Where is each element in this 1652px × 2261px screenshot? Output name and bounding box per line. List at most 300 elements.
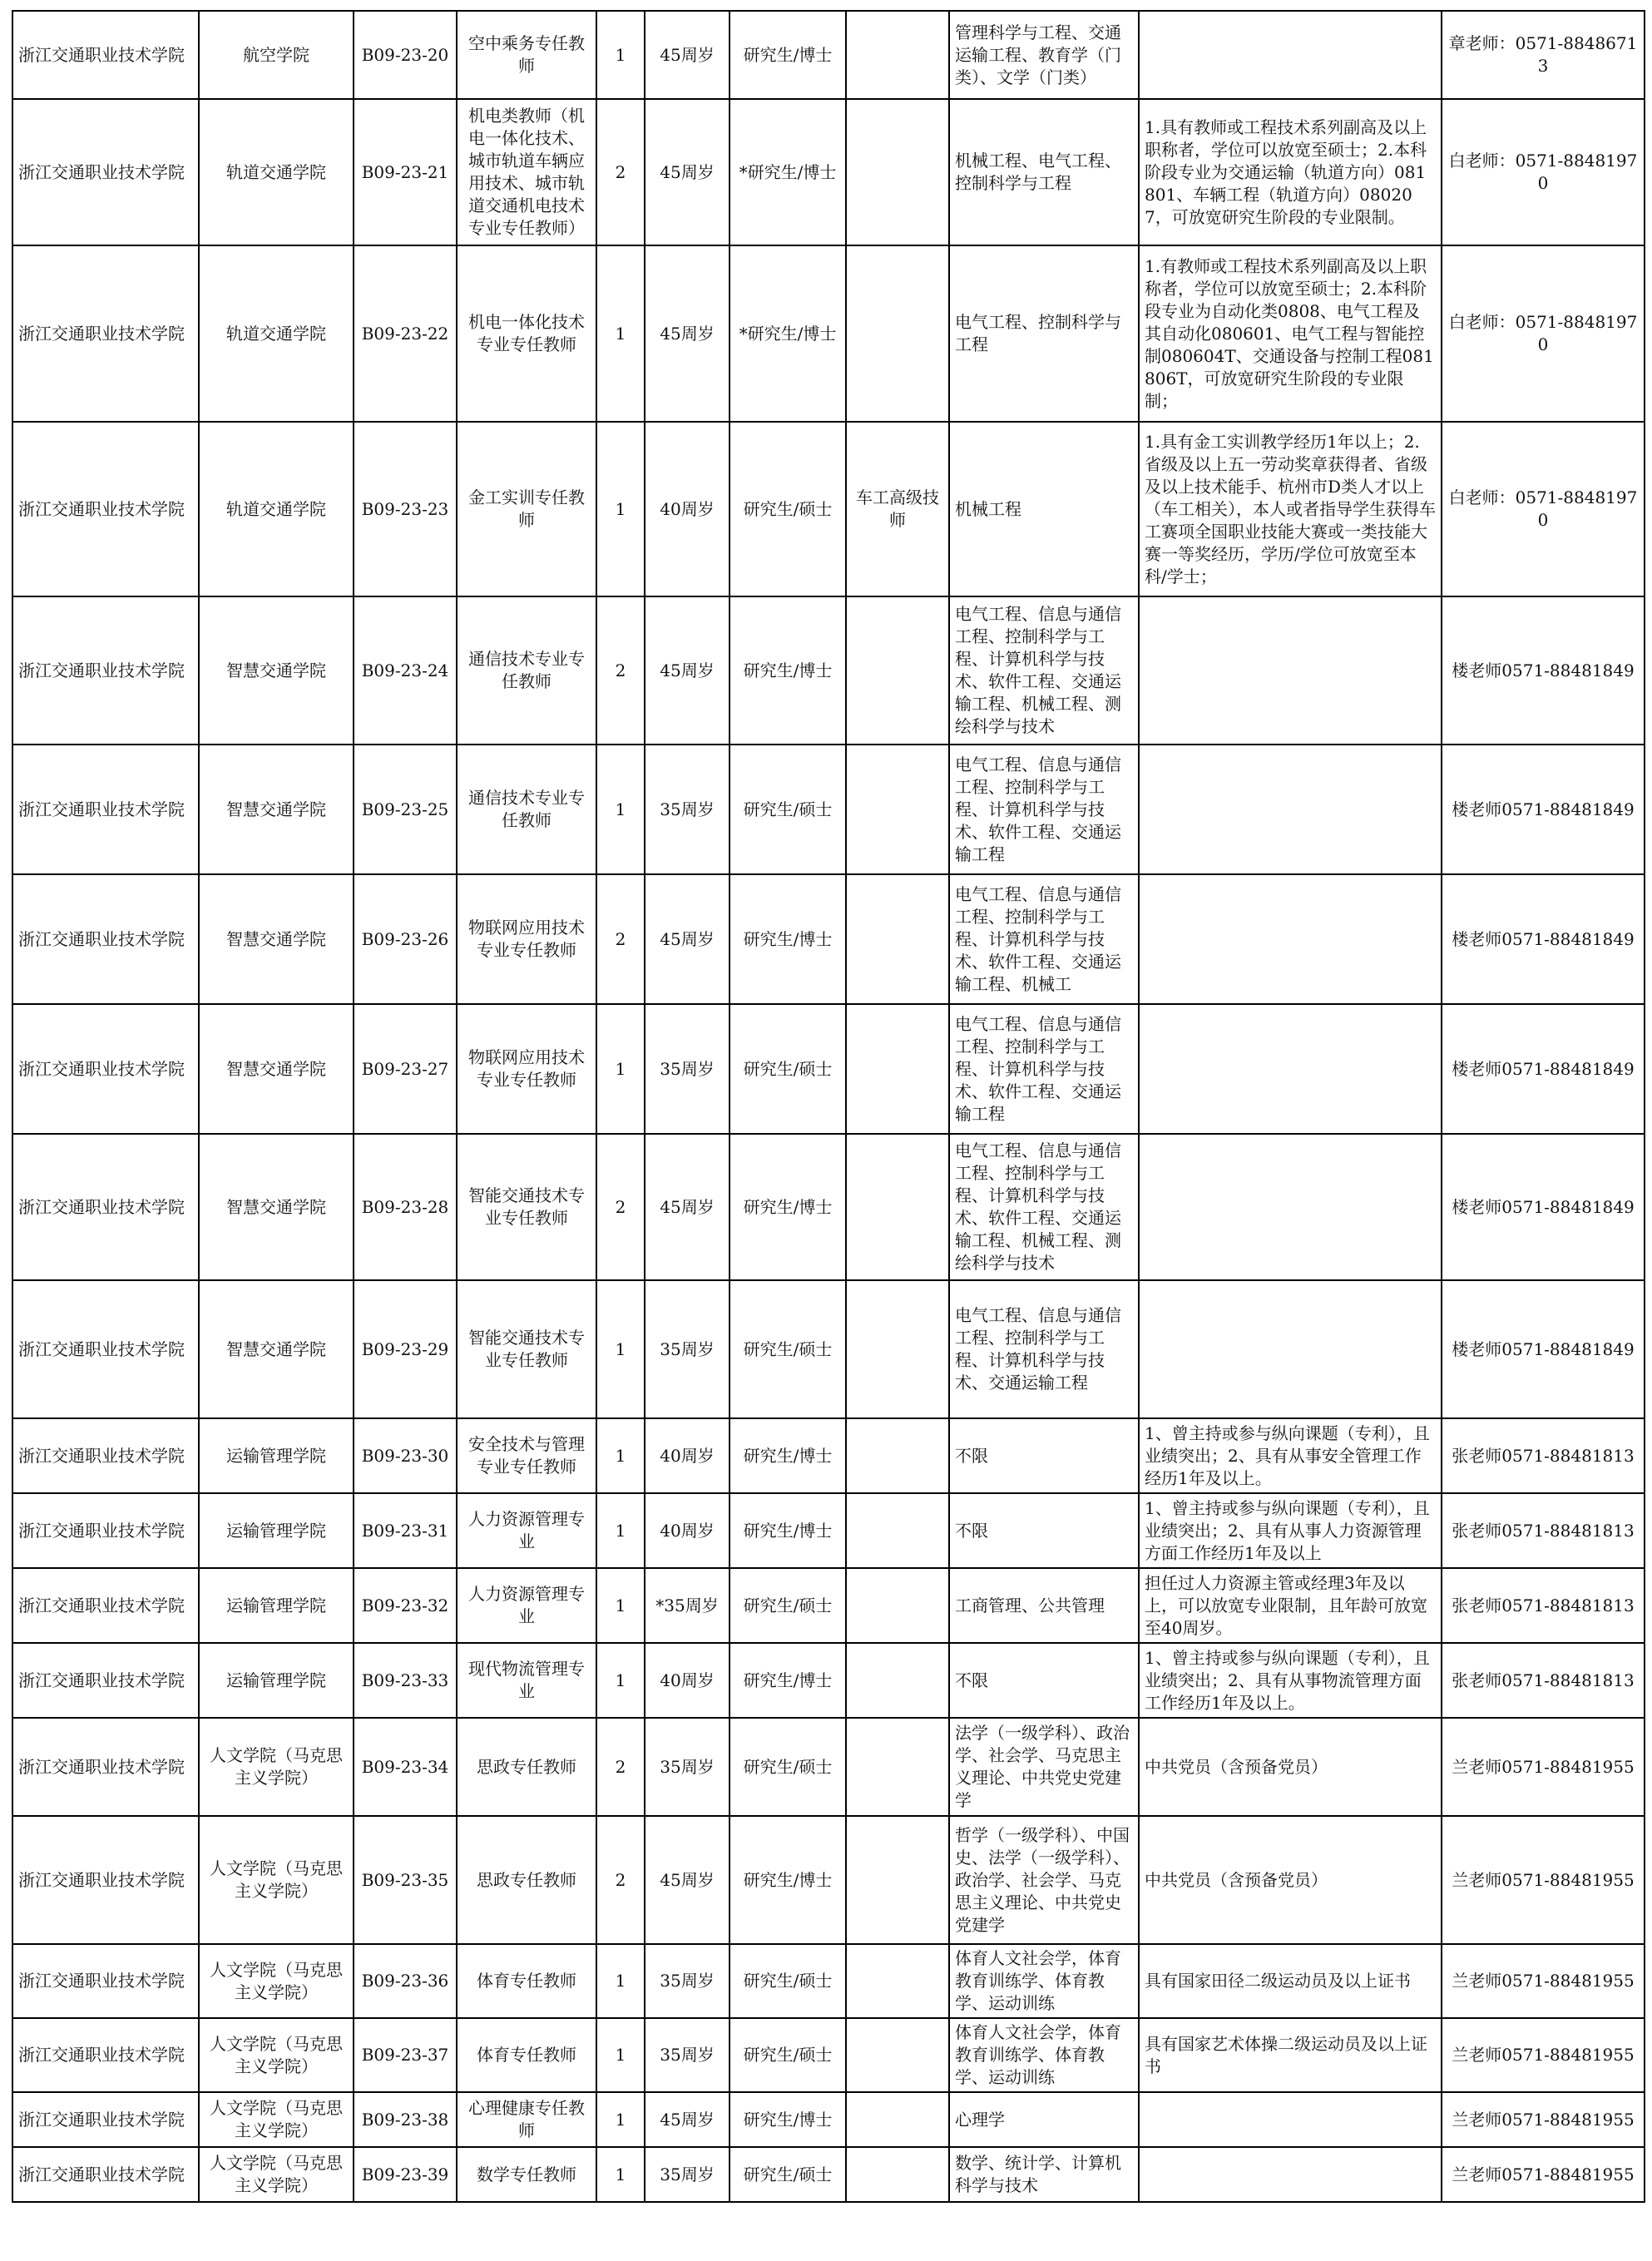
- education-cell: [730, 745, 846, 874]
- school-cell: [12, 1493, 199, 1568]
- school-cell-text: 浙江交通职业技术学院: [18, 1756, 185, 1777]
- age-limit-cell: [645, 874, 730, 1004]
- contact-cell: [1442, 1816, 1645, 1944]
- department-cell-text: 智慧交通学院: [226, 660, 326, 680]
- table-row: [12, 1280, 1645, 1418]
- headcount-cell: [596, 11, 645, 99]
- position-code-cell-text: B09-23-27: [361, 1058, 449, 1079]
- school-cell-text: 浙江交通职业技术学院: [18, 498, 185, 519]
- education-cell-text: 研究生/博士: [743, 660, 833, 680]
- position-code-cell: [354, 1568, 457, 1643]
- school-cell: [12, 422, 199, 596]
- school-cell: [12, 596, 199, 745]
- education-cell: [730, 1493, 846, 1568]
- position-code-cell: [354, 1004, 457, 1134]
- notes-cell: [1139, 1493, 1442, 1568]
- major-cell-text: 电气工程、信息与通信工程、控制科学与工程、计算机科学与技术、软件工程、交通运输工程、机械工: [955, 883, 1121, 994]
- headcount-cell-text: 2: [615, 1869, 626, 1890]
- department-cell: [199, 245, 354, 422]
- school-cell: [12, 745, 199, 874]
- position-code-cell: [354, 245, 457, 422]
- age-limit-cell-text: 40周岁: [660, 1445, 715, 1466]
- age-limit-cell: [645, 2092, 730, 2147]
- department-cell-text: 智慧交通学院: [226, 1196, 326, 1217]
- headcount-cell-text: 2: [615, 161, 626, 182]
- table-row: [12, 99, 1645, 245]
- age-limit-cell: [645, 1004, 730, 1134]
- major-cell-text: 机械工程: [955, 498, 1021, 519]
- position-name-cell-text: 心理健康专任教师: [468, 2098, 585, 2140]
- notes-cell: [1139, 1280, 1442, 1418]
- qualification-cell: [846, 2147, 949, 2202]
- position-code-cell-text: B09-23-33: [361, 1670, 449, 1690]
- age-limit-cell: [645, 99, 730, 245]
- position-name-cell: [457, 1816, 596, 1944]
- headcount-cell-text: 1: [615, 2109, 626, 2130]
- school-cell: [12, 1718, 199, 1816]
- education-cell-text: 研究生/博士: [743, 1869, 833, 1890]
- age-limit-cell: [645, 1568, 730, 1643]
- age-limit-cell-text: 35周岁: [660, 2164, 715, 2184]
- department-cell-text: 轨道交通学院: [226, 498, 326, 519]
- headcount-cell: [596, 1718, 645, 1816]
- contact-cell-text: 张老师0571-88481813: [1452, 1445, 1635, 1466]
- notes-cell: [1139, 2018, 1442, 2092]
- department-cell: [199, 1134, 354, 1280]
- education-cell-text: 研究生/博士: [743, 1196, 833, 1217]
- headcount-cell-text: 1: [615, 1971, 626, 1991]
- table-row: [12, 1816, 1645, 1944]
- department-cell: [199, 1493, 354, 1568]
- notes-cell-text: 担任过人力资源主管或经理3年及以上，可以放宽专业限制，且年龄可放宽至40周岁。: [1145, 1572, 1427, 1638]
- major-cell-text: 不限: [955, 1670, 988, 1690]
- position-code-cell: [354, 596, 457, 745]
- headcount-cell-text: 1: [615, 799, 626, 819]
- contact-cell: [1442, 245, 1645, 422]
- school-cell: [12, 1418, 199, 1493]
- school-cell-text: 浙江交通职业技术学院: [18, 928, 185, 949]
- major-cell: [949, 874, 1139, 1004]
- headcount-cell: [596, 1643, 645, 1718]
- education-cell-text: 研究生/硕士: [743, 1971, 833, 1991]
- position-code-cell-text: B09-23-20: [361, 44, 449, 65]
- notes-cell-text: 中共党员（含预备党员）: [1145, 1756, 1328, 1777]
- qualification-cell: [846, 2092, 949, 2147]
- notes-cell: [1139, 1816, 1442, 1944]
- table-body: [12, 11, 1645, 2202]
- major-cell: [949, 245, 1139, 422]
- department-cell-text: 智慧交通学院: [226, 799, 326, 819]
- table-row: [12, 1418, 1645, 1493]
- age-limit-cell-text: 45周岁: [660, 44, 715, 65]
- education-cell: [730, 1718, 846, 1816]
- major-cell: [949, 1643, 1139, 1718]
- headcount-cell-text: 1: [615, 323, 626, 344]
- table-row: [12, 245, 1645, 422]
- notes-cell: [1139, 745, 1442, 874]
- major-cell: [949, 11, 1139, 99]
- position-code-cell-text: B09-23-30: [361, 1445, 449, 1466]
- major-cell-text: 体育人文社会学，体育教育训练学、体育教学、运动训练: [955, 2022, 1121, 2087]
- age-limit-cell: [645, 422, 730, 596]
- position-code-cell-text: B09-23-35: [361, 1869, 449, 1890]
- headcount-cell: [596, 745, 645, 874]
- position-code-cell-text: B09-23-28: [361, 1196, 449, 1217]
- position-name-cell: [457, 1493, 596, 1568]
- notes-cell-text: 具有国家艺术体操二级运动员及以上证书: [1145, 2033, 1427, 2076]
- headcount-cell-text: 1: [615, 2164, 626, 2184]
- major-cell-text: 不限: [955, 1445, 988, 1466]
- qualification-cell: [846, 745, 949, 874]
- table-row: [12, 1568, 1645, 1643]
- school-cell-text: 浙江交通职业技术学院: [18, 1520, 185, 1541]
- major-cell: [949, 1280, 1139, 1418]
- position-code-cell-text: B09-23-37: [361, 2045, 449, 2065]
- age-limit-cell-text: 45周岁: [660, 1869, 715, 1890]
- school-cell-text: 浙江交通职业技术学院: [18, 2109, 185, 2130]
- notes-cell: [1139, 1643, 1442, 1718]
- education-cell: [730, 1004, 846, 1134]
- age-limit-cell-text: 40周岁: [660, 498, 715, 519]
- age-limit-cell: [645, 596, 730, 745]
- education-cell-text: 研究生/硕士: [743, 2045, 833, 2065]
- contact-cell-text: 楼老师0571-88481849: [1452, 928, 1635, 949]
- major-cell-text: 哲学（一级学科）、中国史、法学（一级学科）、政治学、社会学、马克思主义理论、中共党史党建学: [955, 1824, 1130, 1935]
- position-code-cell-text: B09-23-32: [361, 1595, 449, 1615]
- headcount-cell: [596, 2018, 645, 2092]
- recruitment-table: [12, 10, 1645, 2203]
- contact-cell: [1442, 1004, 1645, 1134]
- department-cell: [199, 1418, 354, 1493]
- qualification-cell: [846, 1280, 949, 1418]
- department-cell: [199, 99, 354, 245]
- qualification-cell: [846, 99, 949, 245]
- major-cell-text: 电气工程、信息与通信工程、控制科学与工程、计算机科学与技术、交通运输工程: [955, 1305, 1121, 1393]
- position-name-cell-text: 智能交通技术专业专任教师: [468, 1328, 585, 1370]
- position-name-cell: [457, 2147, 596, 2202]
- age-limit-cell: [645, 2147, 730, 2202]
- headcount-cell: [596, 1134, 645, 1280]
- school-cell: [12, 874, 199, 1004]
- table-row: [12, 1134, 1645, 1280]
- headcount-cell-text: 1: [615, 1058, 626, 1079]
- notes-cell: [1139, 1134, 1442, 1280]
- education-cell-text: *研究生/博士: [739, 161, 837, 182]
- major-cell: [949, 1944, 1139, 2018]
- major-cell: [949, 1718, 1139, 1816]
- education-cell-text: 研究生/博士: [743, 1670, 833, 1690]
- contact-cell-text: 兰老师0571-88481955: [1452, 1971, 1635, 1991]
- age-limit-cell-text: 45周岁: [660, 928, 715, 949]
- headcount-cell-text: 1: [615, 1338, 626, 1359]
- table-row: [12, 2018, 1645, 2092]
- age-limit-cell-text: 45周岁: [660, 660, 715, 680]
- department-cell: [199, 1280, 354, 1418]
- contact-cell: [1442, 2018, 1645, 2092]
- position-name-cell: [457, 1568, 596, 1643]
- major-cell: [949, 1418, 1139, 1493]
- contact-cell: [1442, 1643, 1645, 1718]
- department-cell-text: 运输管理学院: [226, 1520, 326, 1541]
- major-cell-text: 机械工程、电气工程、控制科学与工程: [955, 151, 1121, 193]
- school-cell-text: 浙江交通职业技术学院: [18, 161, 185, 182]
- education-cell-text: 研究生/硕士: [743, 1058, 833, 1079]
- education-cell: [730, 1944, 846, 2018]
- headcount-cell-text: 2: [615, 928, 626, 949]
- notes-cell-text: 1、曾主持或参与纵向课题（专利），且业绩突出；2、具有从事人力资源管理方面工作经历1年及以上: [1145, 1497, 1430, 1563]
- school-cell-text: 浙江交通职业技术学院: [18, 1971, 185, 1991]
- position-code-cell-text: B09-23-26: [361, 928, 449, 949]
- position-code-cell: [354, 2147, 457, 2202]
- age-limit-cell: [645, 1944, 730, 2018]
- headcount-cell-text: 1: [615, 1595, 626, 1615]
- school-cell: [12, 2018, 199, 2092]
- age-limit-cell-text: 45周岁: [660, 161, 715, 182]
- qualification-cell: [846, 11, 949, 99]
- qualification-cell: [846, 1004, 949, 1134]
- education-cell-text: 研究生/博士: [743, 928, 833, 949]
- contact-cell-text: 楼老师0571-88481849: [1452, 1196, 1635, 1217]
- department-cell-text: 人文学院（马克思主义学院）: [210, 2033, 343, 2076]
- school-cell-text: 浙江交通职业技术学院: [18, 660, 185, 680]
- notes-cell-text: 具有国家田径二级运动员及以上证书: [1145, 1971, 1411, 1991]
- school-cell: [12, 1134, 199, 1280]
- contact-cell: [1442, 745, 1645, 874]
- age-limit-cell: [645, 1280, 730, 1418]
- position-name-cell-text: 数学专任教师: [477, 2164, 576, 2184]
- department-cell-text: 人文学院（马克思主义学院）: [210, 1959, 343, 2002]
- school-cell: [12, 2147, 199, 2202]
- position-name-cell-text: 通信技术专业专任教师: [468, 649, 585, 691]
- position-name-cell-text: 机电类教师（机电一体化技术、城市轨道车辆应用技术、城市轨道交通机电技术专业专任教师）: [468, 106, 585, 238]
- education-cell-text: 研究生/硕士: [743, 1595, 833, 1615]
- department-cell: [199, 596, 354, 745]
- position-code-cell-text: B09-23-23: [361, 498, 449, 519]
- contact-cell: [1442, 1418, 1645, 1493]
- position-code-cell-text: B09-23-34: [361, 1756, 449, 1777]
- table-row: [12, 422, 1645, 596]
- position-code-cell: [354, 99, 457, 245]
- major-cell: [949, 1004, 1139, 1134]
- position-code-cell: [354, 1643, 457, 1718]
- position-name-cell-text: 体育专任教师: [477, 2045, 576, 2065]
- position-name-cell: [457, 422, 596, 596]
- contact-cell: [1442, 11, 1645, 99]
- school-cell: [12, 2092, 199, 2147]
- department-cell: [199, 2018, 354, 2092]
- qualification-cell: [846, 1643, 949, 1718]
- notes-cell: [1139, 1718, 1442, 1816]
- age-limit-cell: [645, 1493, 730, 1568]
- school-cell-text: 浙江交通职业技术学院: [18, 2164, 185, 2184]
- headcount-cell-text: 2: [615, 660, 626, 680]
- department-cell: [199, 1568, 354, 1643]
- headcount-cell-text: 2: [615, 1196, 626, 1217]
- position-name-cell-text: 智能交通技术专业专任教师: [468, 1185, 585, 1228]
- headcount-cell: [596, 1004, 645, 1134]
- qualification-cell: [846, 1718, 949, 1816]
- headcount-cell: [596, 245, 645, 422]
- contact-cell: [1442, 1718, 1645, 1816]
- age-limit-cell: [645, 1134, 730, 1280]
- notes-cell: [1139, 1418, 1442, 1493]
- department-cell-text: 轨道交通学院: [226, 323, 326, 344]
- qualification-cell: [846, 1944, 949, 2018]
- notes-cell-text: 中共党员（含预备党员）: [1145, 1869, 1328, 1890]
- headcount-cell: [596, 99, 645, 245]
- major-cell: [949, 2018, 1139, 2092]
- age-limit-cell-text: 35周岁: [660, 1058, 715, 1079]
- major-cell-text: 电气工程、信息与通信工程、控制科学与工程、计算机科学与技术、软件工程、交通运输工程: [955, 1013, 1121, 1124]
- position-name-cell-text: 通信技术专业专任教师: [468, 788, 585, 830]
- position-code-cell: [354, 2018, 457, 2092]
- department-cell: [199, 1643, 354, 1718]
- department-cell: [199, 2092, 354, 2147]
- contact-cell: [1442, 596, 1645, 745]
- position-name-cell: [457, 99, 596, 245]
- table-row: [12, 1718, 1645, 1816]
- position-name-cell: [457, 745, 596, 874]
- age-limit-cell: [645, 11, 730, 99]
- education-cell: [730, 99, 846, 245]
- major-cell-text: 数学、统计学、计算机科学与技术: [955, 2153, 1121, 2195]
- major-cell-text: 法学（一级学科）、政治学、社会学、马克思主义理论、中共党史党建学: [955, 1723, 1130, 1810]
- education-cell: [730, 11, 846, 99]
- notes-cell: [1139, 596, 1442, 745]
- contact-cell: [1442, 1134, 1645, 1280]
- department-cell-text: 人文学院（马克思主义学院）: [210, 1858, 343, 1901]
- position-code-cell-text: B09-23-38: [361, 2109, 449, 2130]
- headcount-cell: [596, 1816, 645, 1944]
- position-code-cell: [354, 1816, 457, 1944]
- headcount-cell-text: 1: [615, 1670, 626, 1690]
- headcount-cell-text: 2: [615, 1756, 626, 1777]
- school-cell: [12, 99, 199, 245]
- headcount-cell: [596, 1280, 645, 1418]
- major-cell: [949, 2092, 1139, 2147]
- age-limit-cell-text: 35周岁: [660, 1756, 715, 1777]
- department-cell: [199, 745, 354, 874]
- position-name-cell: [457, 1944, 596, 2018]
- education-cell: [730, 874, 846, 1004]
- position-name-cell-text: 安全技术与管理专业专任教师: [468, 1434, 585, 1477]
- position-code-cell-text: B09-23-31: [361, 1520, 449, 1541]
- table-row: [12, 2147, 1645, 2202]
- position-name-cell: [457, 2018, 596, 2092]
- major-cell-text: 电气工程、信息与通信工程、控制科学与工程、计算机科学与技术、软件工程、交通运输工程、机械工程、测绘科学与技术: [955, 1140, 1121, 1273]
- school-cell-text: 浙江交通职业技术学院: [18, 799, 185, 819]
- age-limit-cell-text: 35周岁: [660, 1971, 715, 1991]
- age-limit-cell: [645, 1643, 730, 1718]
- major-cell-text: 工商管理、公共管理: [955, 1595, 1105, 1615]
- position-name-cell: [457, 2092, 596, 2147]
- major-cell: [949, 2147, 1139, 2202]
- position-name-cell-text: 机电一体化技术专业专任教师: [468, 312, 585, 354]
- position-name-cell-text: 物联网应用技术专业专任教师: [468, 918, 585, 960]
- major-cell-text: 电气工程、信息与通信工程、控制科学与工程、计算机科学与技术、软件工程、交通运输工程、机械工程、测绘科学与技术: [955, 604, 1121, 736]
- education-cell: [730, 1134, 846, 1280]
- school-cell-text: 浙江交通职业技术学院: [18, 1445, 185, 1466]
- notes-cell: [1139, 422, 1442, 596]
- position-name-cell-text: 空中乘务专任教师: [468, 33, 585, 76]
- contact-cell-text: 兰老师0571-88481955: [1452, 2164, 1635, 2184]
- table-row: [12, 1004, 1645, 1134]
- qualification-cell: [846, 1493, 949, 1568]
- major-cell: [949, 1134, 1139, 1280]
- age-limit-cell-text: 35周岁: [660, 799, 715, 819]
- education-cell-text: 研究生/硕士: [743, 1756, 833, 1777]
- age-limit-cell-text: 45周岁: [660, 2109, 715, 2130]
- education-cell-text: 研究生/硕士: [743, 2164, 833, 2184]
- age-limit-cell-text: 40周岁: [660, 1670, 715, 1690]
- education-cell: [730, 2092, 846, 2147]
- table-row: [12, 2092, 1645, 2147]
- headcount-cell: [596, 1568, 645, 1643]
- department-cell: [199, 2147, 354, 2202]
- department-cell-text: 人文学院（马克思主义学院）: [210, 1745, 343, 1788]
- age-limit-cell: [645, 745, 730, 874]
- headcount-cell: [596, 2147, 645, 2202]
- position-code-cell: [354, 745, 457, 874]
- department-cell-text: 人文学院（马克思主义学院）: [210, 2098, 343, 2140]
- notes-cell-text: 1.具有金工实训教学经历1年以上；2.省级及以上五一劳动奖章获得者、省级及以上技术能手、杭州市D类人才以上（车工相关），本人或者指导学生获得车工赛项全国职业技能大赛或一类技能大赛一等奖经历，学历/学位可放宽至本科/学士；: [1145, 431, 1436, 586]
- school-cell: [12, 1944, 199, 2018]
- department-cell-text: 人文学院（马克思主义学院）: [210, 2153, 343, 2195]
- qualification-cell: [846, 1568, 949, 1643]
- qualification-cell: [846, 1134, 949, 1280]
- position-code-cell-text: B09-23-36: [361, 1971, 449, 1991]
- position-name-cell: [457, 874, 596, 1004]
- table-row: [12, 11, 1645, 99]
- position-name-cell: [457, 11, 596, 99]
- age-limit-cell-text: 40周岁: [660, 1520, 715, 1541]
- major-cell-text: 电气工程、控制科学与工程: [955, 312, 1121, 354]
- position-name-cell: [457, 245, 596, 422]
- major-cell: [949, 1816, 1139, 1944]
- table-row: [12, 1493, 1645, 1568]
- major-cell: [949, 745, 1139, 874]
- position-name-cell: [457, 1280, 596, 1418]
- education-cell-text: *研究生/博士: [739, 323, 837, 344]
- position-code-cell: [354, 874, 457, 1004]
- education-cell: [730, 1568, 846, 1643]
- qualification-cell: [846, 245, 949, 422]
- education-cell: [730, 1418, 846, 1493]
- department-cell-text: 航空学院: [243, 44, 309, 65]
- major-cell-text: 体育人文社会学，体育教育训练学、体育教学、运动训练: [955, 1948, 1121, 2013]
- notes-cell: [1139, 11, 1442, 99]
- school-cell-text: 浙江交通职业技术学院: [18, 2045, 185, 2065]
- headcount-cell-text: 1: [615, 498, 626, 519]
- contact-cell-text: 兰老师0571-88481955: [1452, 1869, 1635, 1890]
- age-limit-cell-text: 35周岁: [660, 1338, 715, 1359]
- age-limit-cell: [645, 1418, 730, 1493]
- table-row: [12, 745, 1645, 874]
- position-name-cell-text: 体育专任教师: [477, 1971, 576, 1991]
- position-code-cell-text: B09-23-39: [361, 2164, 449, 2184]
- education-cell-text: 研究生/博士: [743, 1520, 833, 1541]
- notes-cell: [1139, 2092, 1442, 2147]
- major-cell: [949, 422, 1139, 596]
- major-cell: [949, 1493, 1139, 1568]
- position-name-cell: [457, 596, 596, 745]
- department-cell-text: 轨道交通学院: [226, 161, 326, 182]
- position-name-cell: [457, 1643, 596, 1718]
- table-row: [12, 1944, 1645, 2018]
- headcount-cell: [596, 1944, 645, 2018]
- notes-cell: [1139, 1944, 1442, 2018]
- notes-cell: [1139, 1568, 1442, 1643]
